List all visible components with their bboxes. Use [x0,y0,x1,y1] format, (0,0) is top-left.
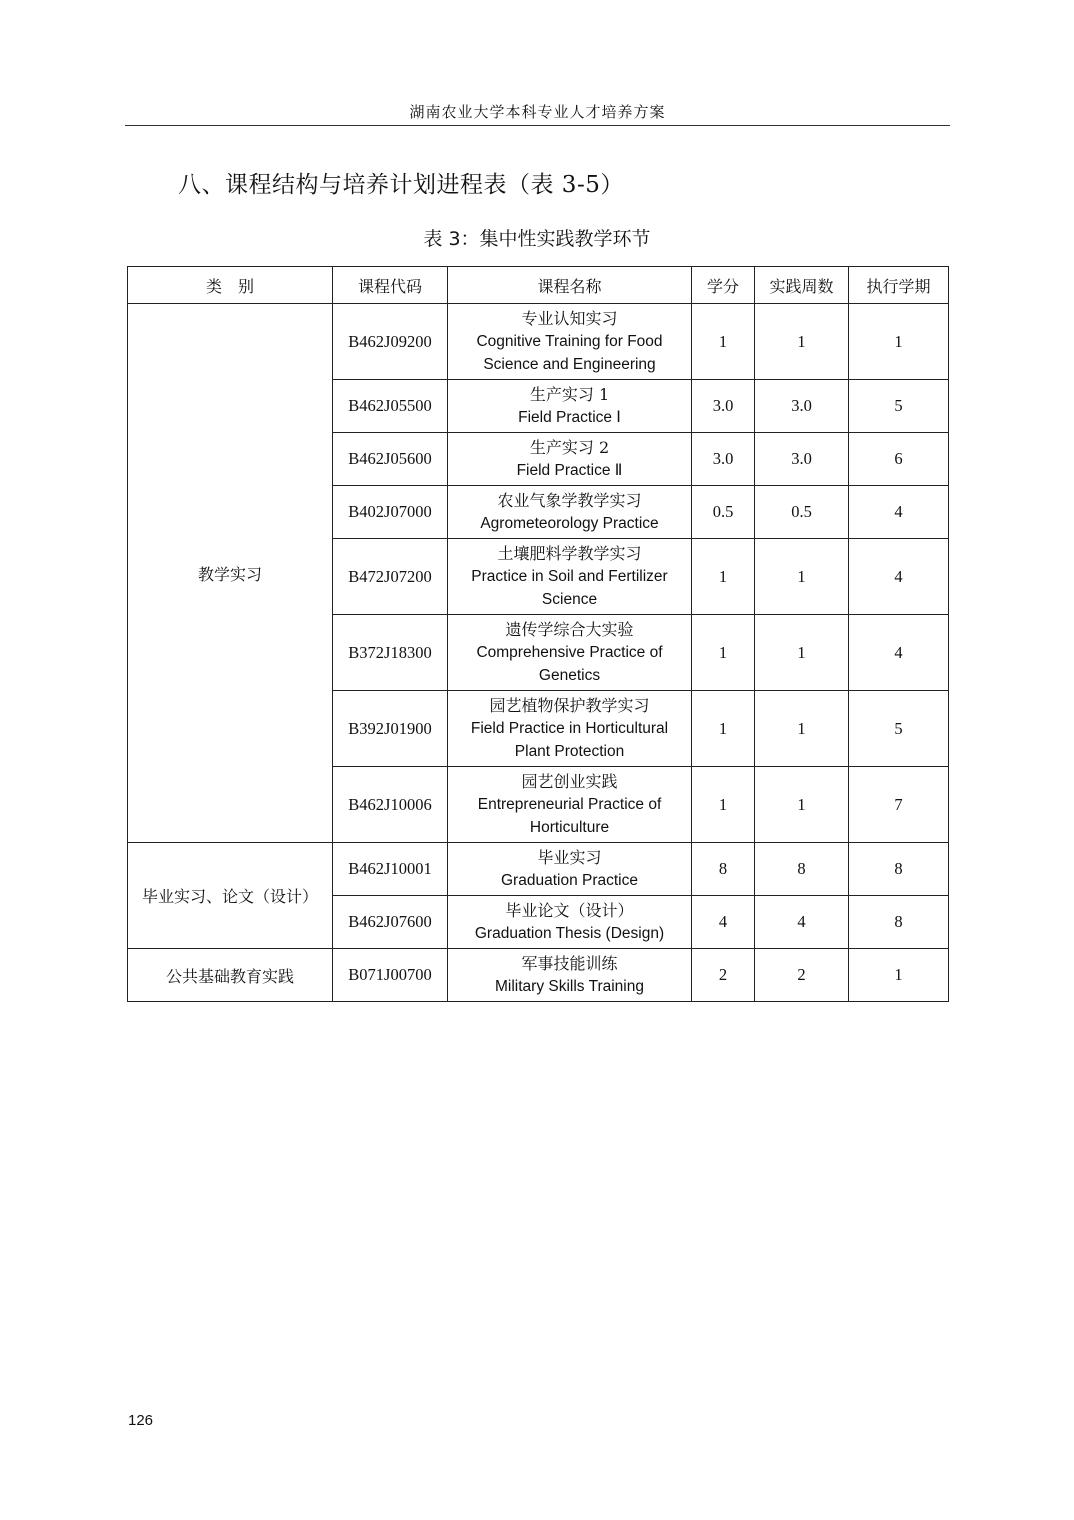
course-name-cn: 毕业实习 [537,848,602,867]
column-header-semester: 执行学期 [849,267,949,304]
running-header: 湖南农业大学本科专业人才培养方案 [125,101,950,126]
course-name-cn: 生产实习 1 [529,385,610,404]
course-name-cn: 生产实习 2 [529,438,610,457]
course-name-en: Field Practice in Horticultural Plant Protection [470,720,669,760]
semester-cell: 4 [849,615,949,691]
course-code: B462J10006 [333,767,448,843]
course-name [448,691,692,767]
course-code: B462J09200 [333,304,448,380]
course-name [448,615,692,691]
column-header-category: 类 别 [128,267,333,304]
table-row [128,843,949,896]
semester-cell: 4 [849,486,949,539]
course-code: B462J05600 [333,433,448,486]
credit-cell: 0.5 [692,486,755,539]
weeks-cell: 1 [755,539,849,615]
course-name-cn: 专业认知实习 [521,309,618,328]
course-code: B462J10001 [333,843,448,896]
semester-cell: 6 [849,433,949,486]
course-code: B392J01900 [333,691,448,767]
course-name [448,896,692,949]
course-name [448,539,692,615]
credit-cell: 8 [692,843,755,896]
table-row [128,304,949,380]
column-header-weeks: 实践周数 [755,267,849,304]
course-code: B402J07000 [333,486,448,539]
credit-cell: 1 [692,304,755,380]
table-caption: 表 3：集中性实践教学环节 [423,228,651,250]
course-name-en: Military Skills Training [494,978,644,995]
course-name-cn: 土壤肥料学教学实习 [497,544,642,563]
course-name-en: Comprehensive Practice of Genetics [476,644,663,684]
semester-cell: 4 [849,539,949,615]
course-name-cn: 遗传学综合大实验 [505,620,634,639]
semester-cell: 5 [849,380,949,433]
category-cell: 公共基础教育实践 [128,949,333,1002]
semester-cell: 8 [849,896,949,949]
course-name [448,949,692,1002]
practice-table [127,266,949,1002]
course-name [448,304,692,380]
weeks-cell: 1 [755,615,849,691]
semester-cell: 1 [849,304,949,380]
page-number: 126 [128,1412,154,1429]
credit-cell: 1 [692,615,755,691]
weeks-cell: 8 [755,843,849,896]
semester-cell: 7 [849,767,949,843]
course-code: B372J18300 [333,615,448,691]
table-header-row [128,267,949,304]
semester-cell: 8 [849,843,949,896]
course-name-cn: 园艺植物保护教学实习 [489,696,650,715]
weeks-cell: 1 [755,767,849,843]
course-name-cn: 园艺创业实践 [521,772,618,791]
course-name-en: Graduation Thesis (Design) [474,925,665,942]
course-name-en: Agrometeorology Practice [480,515,659,532]
credit-cell: 3.0 [692,380,755,433]
column-header-code: 课程代码 [333,267,448,304]
category-cell: 教学实习 [128,304,333,843]
course-name [448,380,692,433]
course-name [448,433,692,486]
course-name [448,843,692,896]
course-name-en: Field Practice Ⅰ [518,409,621,426]
credit-cell: 3.0 [692,433,755,486]
course-name-en: Field Practice Ⅱ [516,462,623,479]
weeks-cell: 3.0 [755,433,849,486]
credit-cell: 1 [692,767,755,843]
column-header-credit: 学分 [692,267,755,304]
course-name-cn: 毕业论文（设计） [505,901,634,920]
weeks-cell: 0.5 [755,486,849,539]
course-name-en: Cognitive Training for Food Science and Engineering [476,333,663,373]
section-title: 八、课程结构与培养计划进程表（表 3-5） [178,172,624,198]
course-name [448,767,692,843]
table-row [128,949,949,1002]
credit-cell: 2 [692,949,755,1002]
credit-cell: 1 [692,539,755,615]
weeks-cell: 4 [755,896,849,949]
course-name-en: Practice in Soil and Fertilizer Science [471,568,668,608]
weeks-cell: 1 [755,691,849,767]
credit-cell: 1 [692,691,755,767]
course-code: B462J07600 [333,896,448,949]
weeks-cell: 3.0 [755,380,849,433]
course-name-en: Entrepreneurial Practice of Horticulture [477,796,662,836]
semester-cell: 5 [849,691,949,767]
semester-cell: 1 [849,949,949,1002]
course-code: B071J00700 [333,949,448,1002]
credit-cell: 4 [692,896,755,949]
course-name-en: Graduation Practice [501,872,638,889]
weeks-cell: 1 [755,304,849,380]
course-code: B472J07200 [333,539,448,615]
category-cell: 毕业实习、论文（设计） [128,843,333,949]
course-name-cn: 农业气象学教学实习 [497,491,642,510]
course-code: B462J05500 [333,380,448,433]
course-name-cn: 军事技能训练 [521,954,618,973]
weeks-cell: 2 [755,949,849,1002]
column-header-name: 课程名称 [448,267,692,304]
course-name [448,486,692,539]
